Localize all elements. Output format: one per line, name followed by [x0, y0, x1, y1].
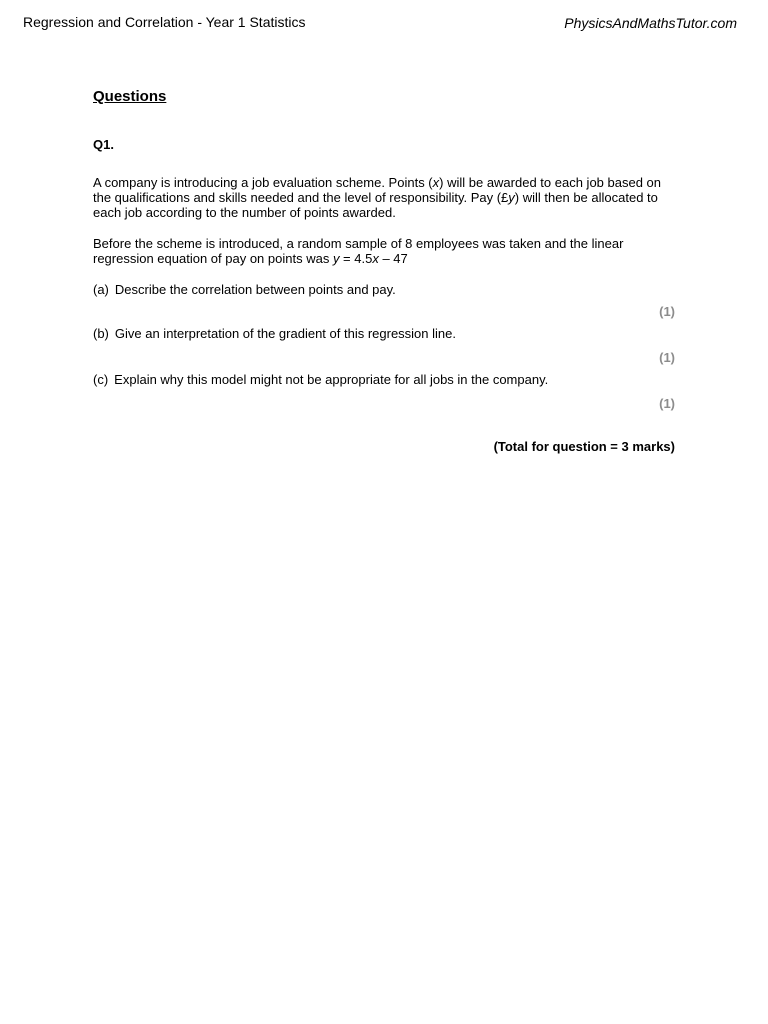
part-b-marks: (1) — [659, 350, 675, 365]
context-text: Before the scheme is introduced, a random sample of 8 employees was taken and the linear regression equation of pay on points was — [93, 236, 624, 266]
part-a-text: Describe the correlation between points and pay. — [114, 282, 396, 297]
header-title: Regression and Correlation - Year 1 Statistics — [23, 14, 306, 30]
part-b-label: (b) — [93, 326, 109, 341]
question-intro — [93, 175, 675, 220]
header-site-name: PhysicsAndMathsTutor.com — [564, 15, 737, 31]
total-marks: (Total for question = 3 marks) — [493, 439, 675, 454]
part-a-marks: (1) — [659, 304, 675, 319]
equation-middle: = 4.5 — [339, 251, 373, 266]
intro-text-2: ) will be awarded to each job based on the qualifications and skills needed and the level of responsibility. Pay (£ — [93, 175, 662, 205]
section-title: Questions — [93, 88, 167, 105]
part-c-label: (c) — [93, 372, 109, 387]
question-part-c — [93, 372, 675, 387]
intro-text-3: ) will then be allocated to each job according to the number of points awarded. — [93, 190, 658, 220]
equation-end: – 47 — [378, 251, 408, 266]
part-c-marks: (1) — [659, 396, 675, 411]
variable-y: y — [508, 190, 515, 205]
variable-x: x — [432, 175, 440, 190]
part-a-label: (a) — [93, 282, 109, 297]
question-context — [93, 236, 675, 266]
part-b-text: Give an interpretation of the gradient of this regression line. — [114, 326, 456, 341]
question-number: Q1. — [93, 137, 114, 152]
question-part-b — [93, 326, 675, 341]
intro-text-1: A company is introducing a job evaluation scheme. Points ( — [93, 175, 433, 190]
question-part-a — [93, 282, 675, 297]
part-c-text: Explain why this model might not be appropriate for all jobs in the company. — [114, 372, 549, 387]
equation-y: y — [332, 251, 340, 266]
equation-x: x — [372, 251, 379, 266]
